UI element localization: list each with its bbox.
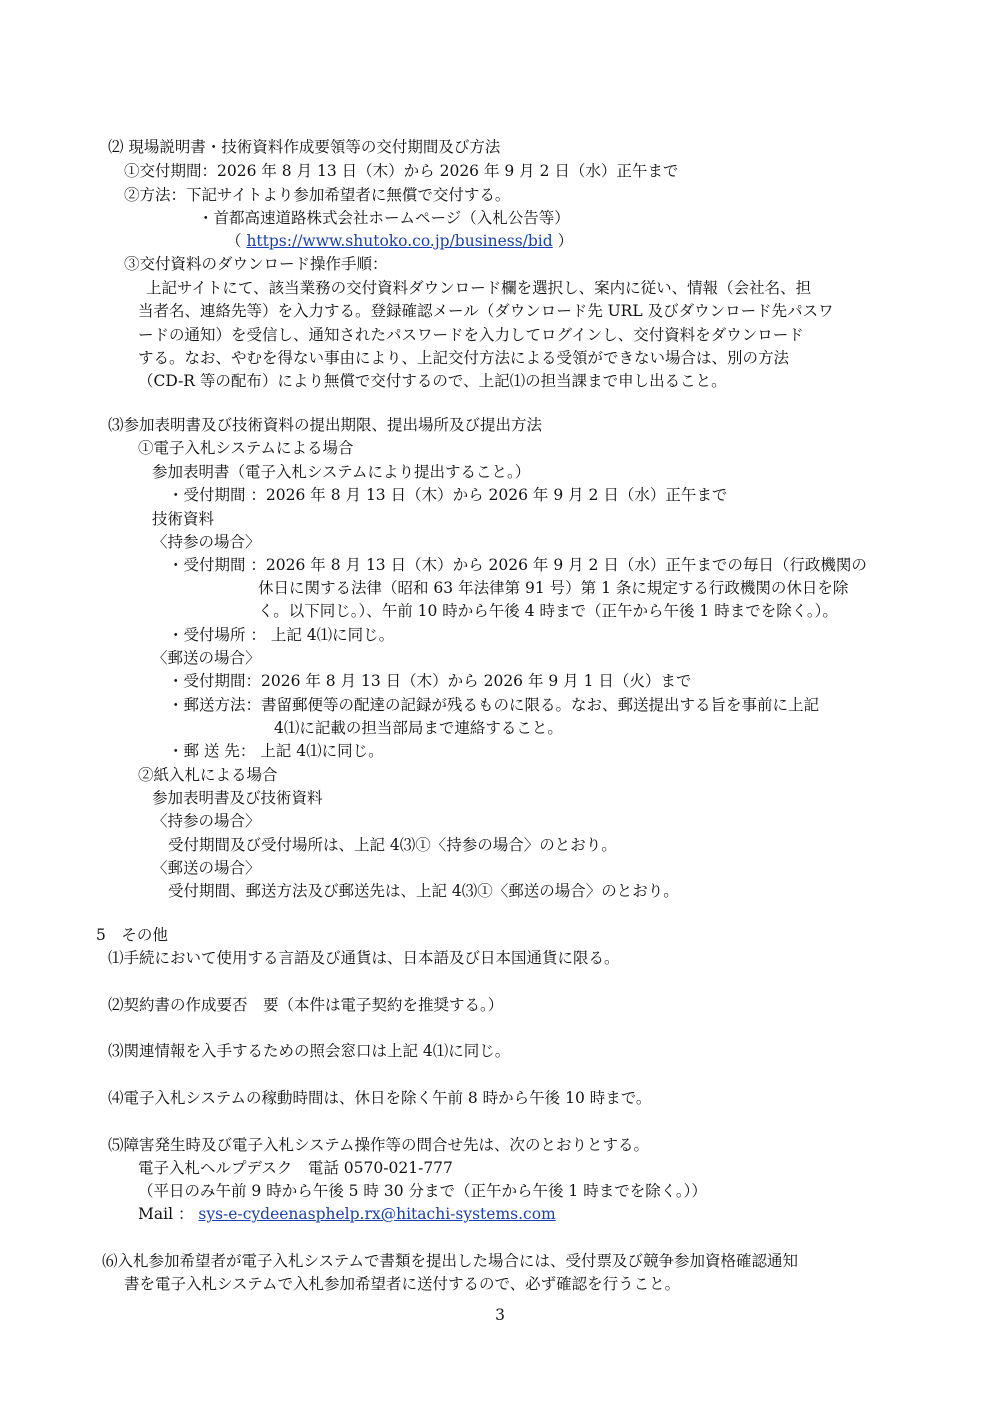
- download-text-line: する。なお、やむを得ない事由により、上記交付方法による受領ができない場合は、別の方法: [138, 349, 790, 367]
- paper-mail-text: 受付期間、郵送方法及び郵送先は、上記 4⑶①〈郵送の場合〉のとおり。: [168, 882, 679, 900]
- site-url-line: [226, 230, 573, 252]
- download-text-line: 当者名、連絡先等）を入力する。登録確認メール（ダウンロード先 URL 及びダウンロード先パスワ: [138, 302, 834, 320]
- other-item-4: ⑷電子入札システムの稼動時間は、休日を除く午前 8 時から午後 10 時まで。: [108, 1089, 652, 1107]
- mail-period: ・受付期間：2026 年 8 月 13 日（木）から 2026 年 9 月 1 日（火）まで: [168, 672, 692, 690]
- paper-mail-title: 〈郵送の場合〉: [152, 859, 261, 877]
- mail-destination: ・郵 送 先： 上記 4⑴に同じ。: [168, 742, 384, 760]
- mail-method-line: 4⑴に記載の担当部局まで連絡すること。: [274, 719, 563, 737]
- carry-period-line: 休日に関する法律（昭和 63 年法律第 91 号）第 1 条に規定する行政機関の休日を除: [258, 579, 849, 597]
- paper-docs-title: 参加表明書及び技術資料: [152, 789, 323, 807]
- carry-place: ・受付場所 ： 上記 4⑴に同じ。: [168, 626, 395, 644]
- mail-label: Mail ：: [138, 1205, 199, 1223]
- helpdesk-phone: 電子入札ヘルプデスク 電話 0570-021-777: [138, 1159, 453, 1177]
- site-name: ・首都高速道路株式会社ホームページ（入札公告等）: [198, 209, 570, 227]
- carry-period-line: ・受付期間 ：2026 年 8 月 13 日（木）から 2026 年 9 月 2 日（水）正午までの毎日（行政機関の: [168, 556, 867, 574]
- helpdesk-mail-link[interactable]: sys-e-cydeenasphelp.rx@hitachi-systems.com: [198, 1205, 556, 1223]
- section3-heading: ⑶参加表明書及び技術資料の提出期限、提出場所及び提出方法: [108, 416, 543, 434]
- mail-title: 〈郵送の場合〉: [152, 649, 261, 667]
- delivery-period: ①交付期間：2026 年 8 月 13 日（木）から 2026 年 9 月 2 日（水）正午まで: [124, 162, 679, 180]
- other-item-2: ⑵契約書の作成要否 要（本件は電子契約を推奨する。）: [108, 996, 504, 1014]
- application-period: ・受付期間 ：2026 年 8 月 13 日（木）から 2026 年 9 月 2 日（水）正午まで: [168, 486, 728, 504]
- download-text-line: 上記サイトにて、該当業務の交付資料ダウンロード欄を選択し、案内に従い、情報（会社名、担: [146, 279, 812, 297]
- download-text-line: （CD-R 等の配布）により無償で交付するので、上記⑴の担当課まで申し出ること。: [138, 372, 727, 390]
- paper-title: ②紙入札による場合: [138, 766, 278, 784]
- helpdesk-hours: （平日のみ午前 9 時から午後 5 時 30 分まで（正午から午後 1 時までを除く。））: [138, 1182, 707, 1200]
- bid-url-link[interactable]: https://www.shutoko.co.jp/business/bid: [246, 232, 553, 250]
- tech-title: 技術資料: [152, 510, 215, 528]
- mail-method-line: ・郵送方法：書留郵便等の配達の記録が残るものに限る。なお、郵送提出する旨を事前に上記: [168, 696, 820, 714]
- url-close-paren: ）: [552, 232, 574, 250]
- other-item-6-line: 書を電子入札システムで入札参加希望者に送付するので、必ず確認を行うこと。: [124, 1275, 681, 1293]
- carry-title: 〈持参の場合〉: [152, 533, 261, 551]
- carry-period-line: く。以下同じ。）、午前 10 時から午後 4 時まで（正午から午後 1 時までを除く。）。: [258, 602, 838, 620]
- section5-heading: 5 その他: [96, 926, 168, 944]
- download-text-line: ードの通知）を受信し、通知されたパスワードを入力してログインし、交付資料をダウンロード: [138, 326, 804, 344]
- application-title: 参加表明書（電子入札システムにより提出すること。）: [152, 463, 531, 481]
- paper-carry-title: 〈持参の場合〉: [152, 812, 261, 830]
- helpdesk-mail-line: [138, 1203, 556, 1225]
- page-number: 3: [495, 1306, 505, 1324]
- other-item-3: ⑶関連情報を入手するための照会窓口は上記 4⑴に同じ。: [108, 1042, 511, 1060]
- other-item-6-line: ⑹入札参加希望者が電子入札システムで書類を提出した場合には、受付票及び競争参加資格確認通知: [102, 1252, 798, 1270]
- paper-carry-text: 受付期間及び受付場所は、上記 4⑶①〈持参の場合〉のとおり。: [168, 836, 617, 854]
- other-item-1: ⑴手続において使用する言語及び通貨は、日本語及び日本国通貨に限る。: [108, 949, 620, 967]
- section2-heading: ⑵ 現場説明書・技術資料作成要領等の交付期間及び方法: [108, 138, 501, 156]
- url-open-paren: （: [226, 232, 247, 250]
- electronic-title: ①電子入札システムによる場合: [138, 439, 354, 457]
- download-heading: ③交付資料のダウンロード操作手順：: [124, 255, 388, 273]
- delivery-method: ②方法：下記サイトより参加希望者に無償で交付する。: [124, 186, 511, 204]
- other-item-5: ⑸障害発生時及び電子入札システム操作等の問合せ先は、次のとおりとする。: [108, 1136, 649, 1154]
